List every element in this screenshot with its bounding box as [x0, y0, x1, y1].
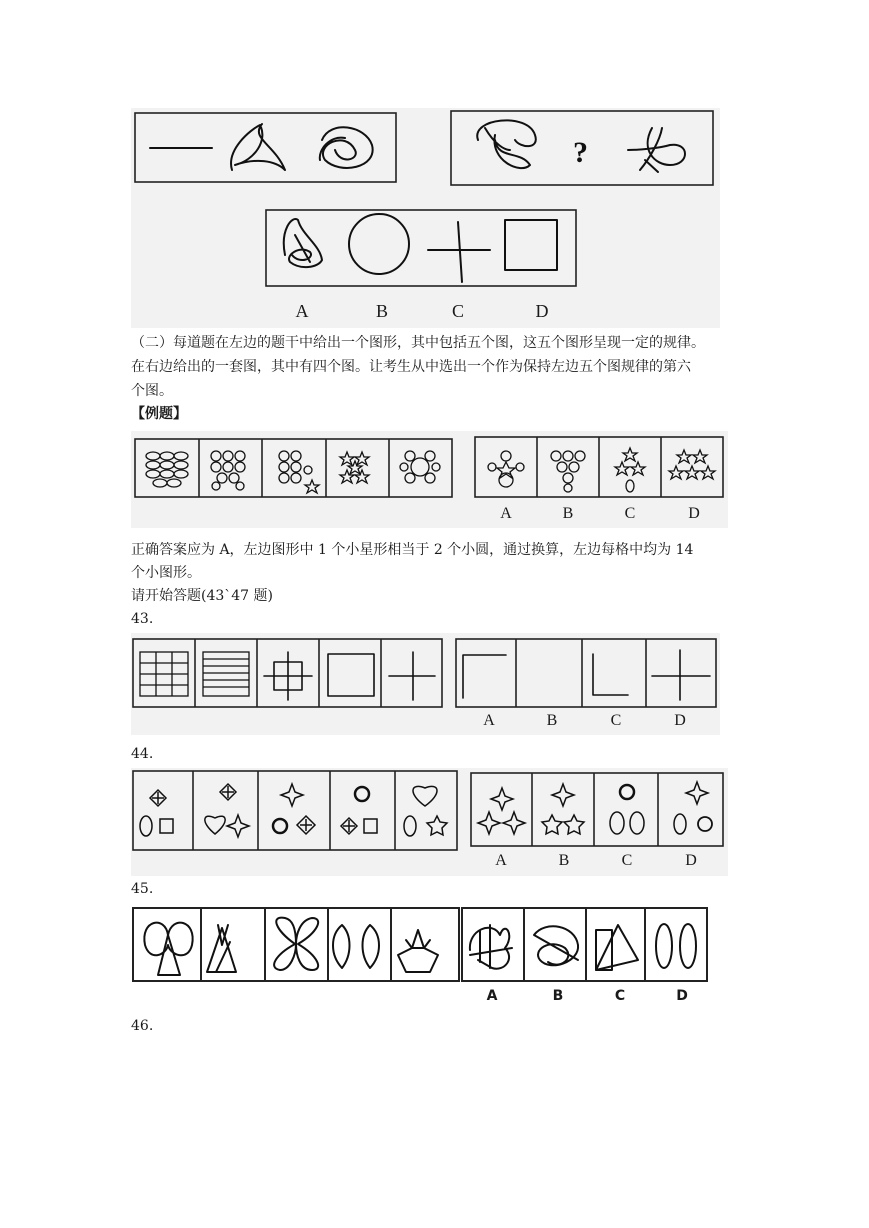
- q45-option-a-label: A: [486, 988, 498, 1004]
- example-option-d-label: D: [688, 505, 700, 522]
- q45-number: 45.: [131, 881, 154, 897]
- q44-number: 44.: [131, 746, 154, 762]
- section2-line3: 个图。: [131, 383, 173, 399]
- q45-option-c-label: C: [614, 988, 626, 1004]
- q44-option-d-label: D: [685, 852, 697, 869]
- q45-option-b-label: B: [552, 988, 564, 1004]
- top-option-d-label: D: [535, 301, 549, 321]
- example-answer-line2: 个小图形。: [131, 565, 201, 581]
- section2-line2: 在右边给出的一套图，其中有四个图。让考生从中选出一个作为保持左边五个图规律的第六: [131, 359, 691, 375]
- q43-option-a-label: A: [483, 712, 495, 729]
- q44-option-c-label: C: [621, 852, 633, 869]
- example-option-b-label: B: [562, 505, 574, 522]
- example-option-a-label: A: [500, 505, 512, 522]
- q44-option-b-label: B: [558, 852, 570, 869]
- example-option-c-label: C: [624, 505, 636, 522]
- q44-option-a-label: A: [495, 852, 507, 869]
- q45-option-d-label: D: [676, 988, 688, 1004]
- q43-number: 43.: [131, 611, 154, 627]
- start-instruction: 请开始答题(43`47 题): [131, 588, 274, 604]
- top-option-a-label: A: [295, 301, 309, 321]
- q43-option-b-label: B: [546, 712, 558, 729]
- q43-option-c-label: C: [610, 712, 622, 729]
- top-option-c-label: C: [451, 301, 464, 321]
- question-mark: ?: [573, 136, 588, 169]
- example-heading: 【例题】: [131, 406, 187, 422]
- q46-number: 46.: [131, 1018, 154, 1034]
- example-answer-line1: 正确答案应为 A，左边图形中 1 个小星形相当于 2 个小圆，通过换算，左边每格中均为 14: [131, 542, 694, 558]
- top-option-b-label: B: [375, 301, 388, 321]
- q43-option-d-label: D: [674, 712, 686, 729]
- section2-line1: （二）每道题在左边的题干中给出一个图形，其中包括五个图，这五个图形呈现一定的规律。: [131, 335, 705, 351]
